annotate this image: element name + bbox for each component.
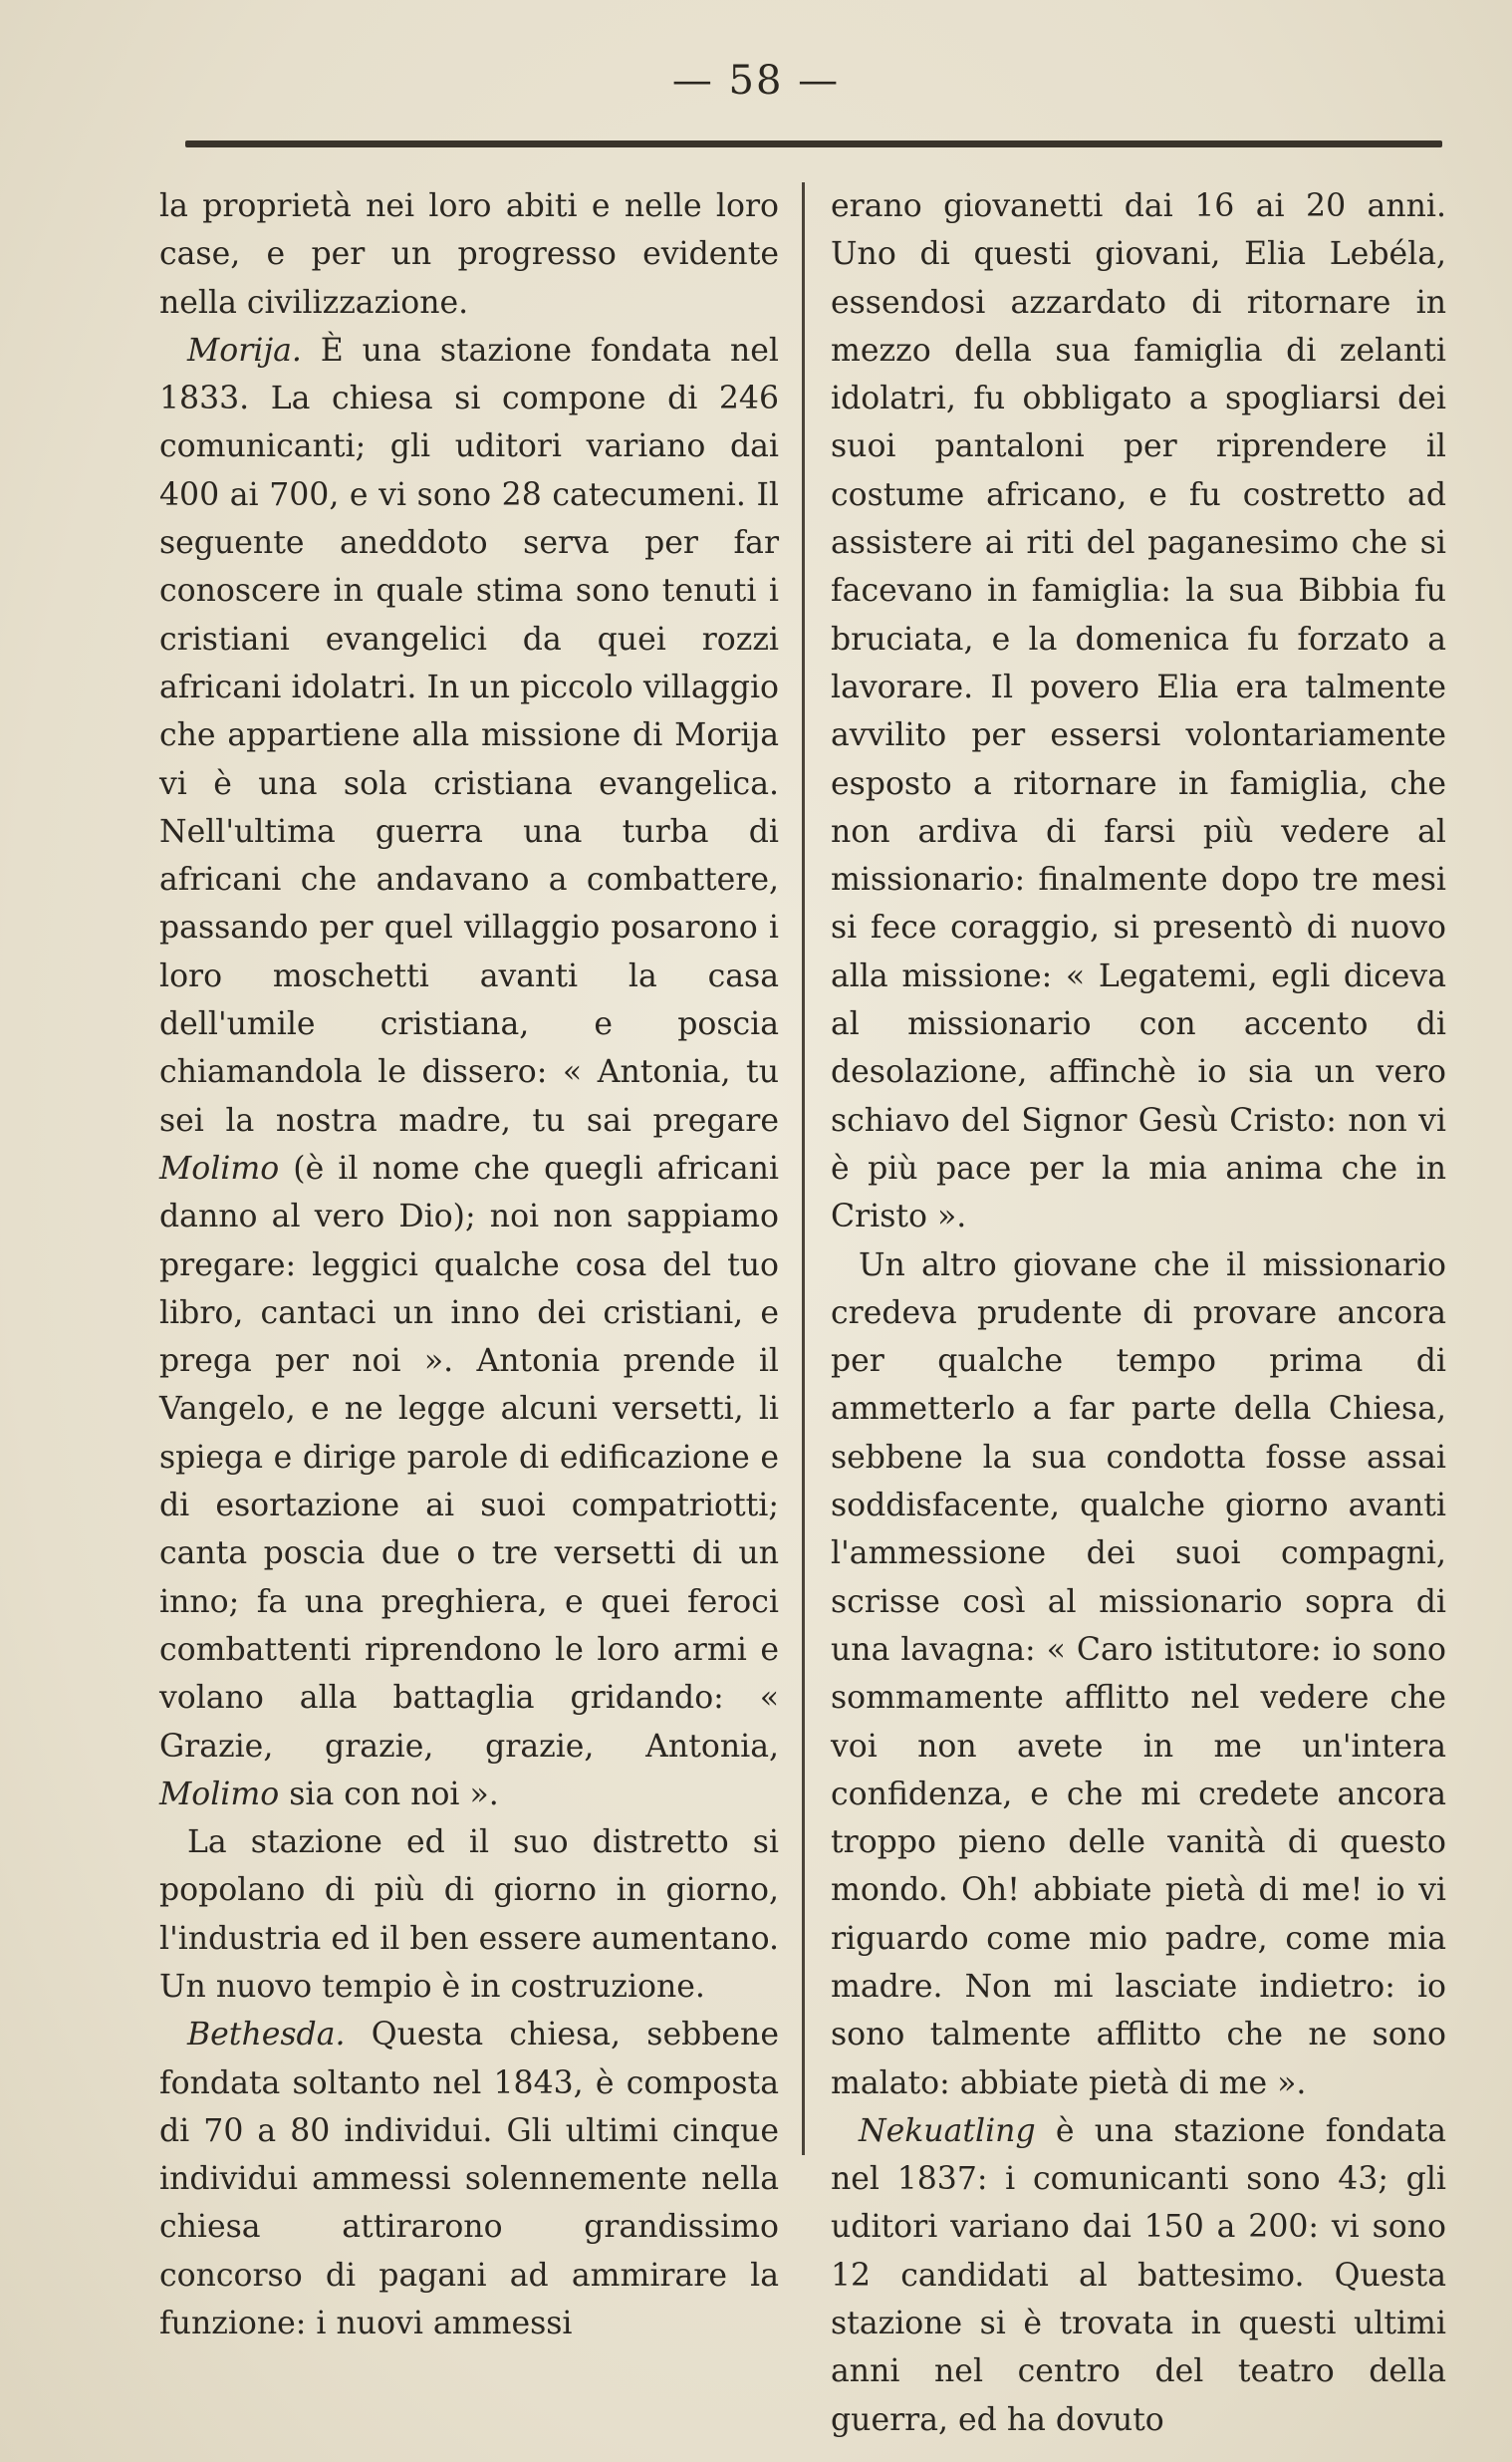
left-column xyxy=(159,182,779,2347)
station-name: Bethesda. xyxy=(187,2017,346,2053)
paragraph-bethesda xyxy=(159,2011,779,2347)
italic-term: Molimo xyxy=(159,1776,280,1812)
paragraph-text: Un altro giovane che il missionario credeva prudente di provare ancora per qualche tempo prima di ammetterlo a far parte della Chiesa, sebbene la sua condotta fosse assai soddisfacente, qualche giorno avanti l'ammessione dei suoi compagni, scrisse così al missionario sopra di una lavagna: « Caro istitutore: io sono sommamente afflitto nel vedere che voi non avete in me un'intera confidenza, e che mi credete ancora troppo pieno delle vanità di questo mondo. Oh! abbiate pietà di me! io vi riguardo come mio padre, come mia madre. Non mi lasciate indietro: io sono talmente afflitto che ne sono malato: abbiate pietà di me ». xyxy=(831,1246,1446,2101)
paragraph-nekuatling xyxy=(831,2107,1446,2444)
paragraph xyxy=(159,1818,779,2011)
italic-term: Molimo xyxy=(159,1150,280,1187)
page-number: — 58 — xyxy=(671,58,841,104)
paragraph xyxy=(159,182,779,327)
paragraph xyxy=(831,182,1446,1241)
paragraph-text: La stazione ed il suo distretto si popolano di più di giorno in giorno, l'industria ed il ben essere aumentano. Un nuovo tempio è in costruzione. xyxy=(159,1824,779,2005)
right-column xyxy=(831,182,1446,2444)
paragraph-text: è una stazione fondata nel 1837: i comunicanti sono 43; gli uditori variano dai 150 a 200: vi sono 12 candidati al battesimo. Questa stazione si è trovata in questi ultimi anni nel centro del teatro della guerra, ed ha dovuto xyxy=(831,2112,1446,2438)
paragraph-text: È una stazione fondata nel 1833. La chiesa si compone di 246 comunicanti; gli uditori variano dai 400 ai 700, e vi sono 28 catecumeni. Il seguente aneddoto serva per far conoscere in quale stima sono tenuti i cristiani evangelici da quei rozzi africani idolatri. In un piccolo villaggio che appartiene alla missione di Morija vi è una sola cristiana evangelica. Nell'ultima guerra una turba di africani che andavano a combattere, passando per quel villaggio posarono i loro moschetti avanti la casa dell'umile cristiana, e poscia chiamandola le dissero: « Antonia, tu sei la nostra madre, tu sai pregare xyxy=(159,332,779,1139)
paragraph-text: (è il nome che quegli africani danno al vero Dio); noi non sappiamo pregare: leggici qualche cosa del tuo libro, cantaci un inno dei cristiani, e prega per noi ». Antonia prende il Vangelo, e ne legge alcuni versetti, li spiega e dirige parole di edificazione e di esortazione ai suoi compatriotti; canta poscia due o tre versetti di un inno; fa una preghiera, e quei feroci combattenti riprendono le loro armi e volano alla battaglia gridando: « Grazie, grazie, grazie, Antonia, xyxy=(159,1150,779,1765)
paragraph-text: erano giovanetti dai 16 ai 20 anni. Uno di questi giovani, Elia Lebéla, essendosi azzardato di ritornare in mezzo della sua famiglia di zelanti idolatri, fu obbligato a spogliarsi dei suoi pantaloni per riprendere il costume africano, e fu costretto ad assistere ai riti del paganesimo che si facevano in famiglia: la sua Bibbia fu bruciata, e la domenica fu forzato a lavorare. Il povero Elia era talmente avvilito per essersi volontariamente esposto a ritornare in famiglia, che non ardiva di farsi più vedere al missionario: finalmente dopo tre mesi si fece coraggio, si presentò di nuovo alla missione: « Legatemi, egli diceva al missionario con accento di desolazione, affinchè io sia un vero schiavo del Signor Gesù Cristo: non vi è più pace per la mia anima che in Cristo ». xyxy=(831,188,1446,1235)
paragraph-morija xyxy=(159,327,779,1818)
paragraph-text: sia con noi ». xyxy=(279,1776,499,1812)
station-name: Morija. xyxy=(187,332,302,369)
paragraph xyxy=(831,1241,1446,2107)
header-rule xyxy=(185,140,1442,147)
station-name: Nekuatling xyxy=(859,2112,1036,2149)
paragraph-text: la proprietà nei loro abiti e nelle loro case, e per un progresso evidente nella civilizzazione. xyxy=(159,188,779,321)
column-divider xyxy=(802,182,805,2155)
paragraph-text: Questa chiesa, sebbene fondata soltanto nel 1843, è composta di 70 a 80 individui. Gli ultimi cinque individui ammessi solennemente nella chiesa attirarono grandissimo concorso di pagani ad ammirare la funzione: i nuovi ammessi xyxy=(159,2017,779,2342)
